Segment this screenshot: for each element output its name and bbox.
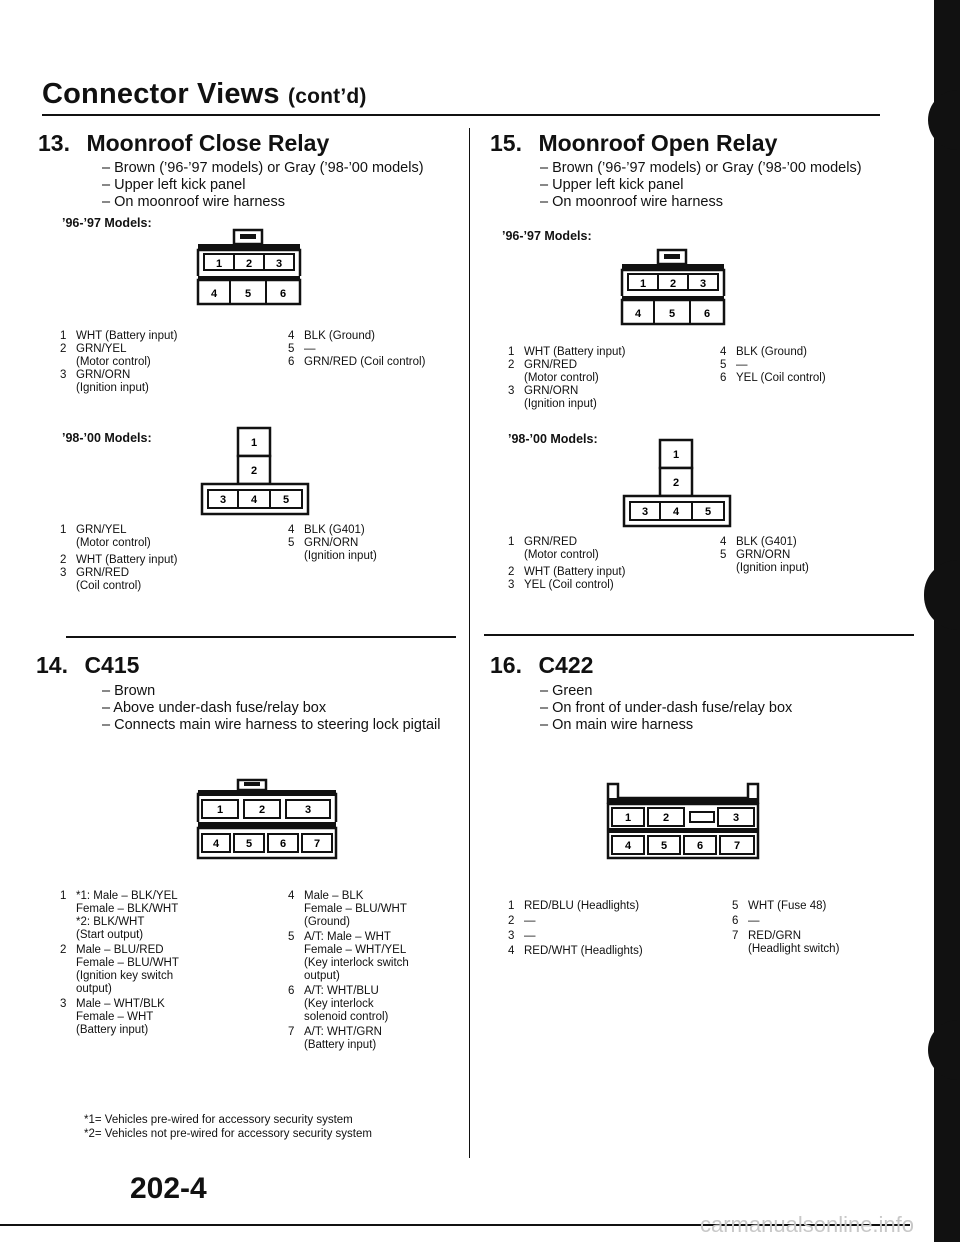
section-title: Moonroof Close Relay [86,130,330,156]
pin-entry: 3 GRN/ORN (Ignition input) [60,369,149,394]
bullet: – Brown (’96-’97 models) or Gray (’98-’00 models) [102,160,424,177]
section-rule [66,636,456,638]
pin-entry: 3 YEL (Coil control) [508,579,614,591]
connector-diagram-15a [618,248,728,328]
pin-list [720,346,900,385]
section-number: 15. [490,130,522,156]
footnote: *1= Vehicles pre-wired for accessory security system [84,1114,353,1126]
pin-entry: 2 GRN/YEL (Motor control) [60,343,151,368]
models-label: ’98-’00 Models: [508,432,598,446]
pin-label: 5 [660,840,668,852]
pin-list [732,900,902,956]
pin-label: 4 [634,308,642,320]
pin-entry: 1 GRN/RED (Motor control) [508,536,599,561]
pin-entry: 1 WHT (Battery input) [60,330,178,342]
section-title: Moonroof Open Relay [538,130,778,156]
pin-entry: 1 WHT (Battery input) [508,346,626,358]
pin-entry: 4 BLK (Ground) [720,346,807,358]
section-number: 14. [36,652,68,678]
pin-label: 4 [250,494,258,506]
section-number: 13. [38,130,70,156]
pin-label: 6 [279,838,287,850]
bullet: – Upper left kick panel [540,177,862,194]
pin-entry: 3 GRN/ORN (Ignition input) [508,385,597,410]
pin-label: 2 [250,465,258,477]
pin-label: 1 [639,278,647,290]
pin-label: 5 [704,506,712,518]
pin-entry: 5 GRN/ORN (Ignition input) [288,537,377,562]
pin-label: 5 [282,494,290,506]
pin-label: 5 [245,838,253,850]
section-13-bullets [102,160,424,211]
pin-entry: 4 BLK (Ground) [288,330,375,342]
pin-label: 7 [733,840,741,852]
pin-entry: 3 — [508,930,536,942]
pin-list [288,524,468,563]
pin-list [720,536,900,575]
bullet: – Brown (’96-’97 models) or Gray (’98-’00 models) [540,160,862,177]
page-number: 202-4 [130,1172,207,1205]
pin-list [60,524,260,593]
pin-list [508,346,708,411]
pin-label: 2 [672,477,680,489]
pin-entry: 5 — [288,343,316,355]
footer-site-link[interactable]: carmanualsonline.info [700,1212,915,1237]
pin-entry: 4 BLK (G401) [720,536,797,548]
connector-diagram-16 [604,782,762,862]
pin-label: 1 [624,812,632,824]
pin-list [60,330,260,395]
pin-label: 2 [245,258,253,270]
pin-label: 6 [703,308,711,320]
section-14-heading [36,652,139,679]
bullet: – Connects main wire harness to steering lock pigtail [102,717,441,734]
section-16-heading [490,652,593,679]
connector-diagram-13a [194,228,304,308]
pin-label: 4 [672,506,680,518]
pin-entry: 5 — [720,359,748,371]
pin-label: 4 [212,838,220,850]
models-label: ’96-’97 Models: [502,229,592,243]
connector-diagram-13b [200,426,310,518]
pin-entry: 7 RED/GRN (Headlight switch) [732,930,840,955]
pin-label: 3 [699,278,707,290]
pin-label: 1 [250,437,258,449]
pin-entry: 4 RED/WHT (Headlights) [508,945,643,957]
page-edge-marks [924,0,960,1242]
pin-label: 3 [219,494,227,506]
pin-entry: 4 Male – BLK Female – BLU/WHT (Ground) [288,890,407,928]
pin-label: 3 [275,258,283,270]
bullet: – On front of under-dash fuse/relay box [540,700,792,717]
section-title: C415 [84,652,140,678]
bullet: – On moonroof wire harness [540,194,862,211]
section-15-bullets [540,160,862,211]
pin-entry: 6 A/T: WHT/BLU (Key interlock solenoid control) [288,985,389,1023]
pin-entry: 6 YEL (Coil control) [720,372,826,384]
pin-list [288,330,468,369]
pin-list [288,890,468,1052]
bullet: – Brown [102,683,441,700]
section-14-bullets [102,683,441,734]
section-16-bullets [540,683,792,734]
pin-entry: 1 *1: Male – BLK/YEL Female – BLK/WHT *2: BLK/WHT (Start output) [60,890,179,941]
pin-list [60,890,270,1037]
section-number: 16. [490,652,522,678]
page-title [42,78,367,111]
pin-list [508,900,728,958]
bullet: – Green [540,683,792,700]
pin-label: 3 [732,812,740,824]
pin-label: 6 [279,288,287,300]
section-rule [484,634,914,636]
pin-list [508,536,708,592]
pin-label: 2 [662,812,670,824]
connector-diagram-15b [622,438,732,530]
pin-label: 1 [672,449,680,461]
pin-entry: 2 — [508,915,536,927]
models-label: ’98-’00 Models: [62,431,152,445]
pin-label: 5 [244,288,252,300]
bullet: – Above under-dash fuse/relay box [102,700,441,717]
pin-entry: 2 WHT (Battery input) [508,566,626,578]
pin-label: 2 [258,804,266,816]
pin-label: 4 [624,840,632,852]
pin-entry: 3 Male – WHT/BLK Female – WHT (Battery input) [60,998,165,1036]
title-text: Connector Views [42,78,280,110]
bullet: – Upper left kick panel [102,177,424,194]
pin-entry: 5 GRN/ORN (Ignition input) [720,549,809,574]
bullet: – On main wire harness [540,717,792,734]
bullet: – On moonroof wire harness [102,194,424,211]
pin-label: 3 [304,804,312,816]
pin-entry: 2 GRN/RED (Motor control) [508,359,599,384]
section-15-heading [490,130,777,157]
pin-label: 4 [210,288,218,300]
header-rule [42,114,880,116]
pin-entry: 6 GRN/RED (Coil control) [288,356,426,368]
pin-entry: 2 Male – BLU/RED Female – BLU/WHT (Ignition key switch output) [60,944,179,995]
pin-label: 6 [696,840,704,852]
pin-entry: 2 WHT (Battery input) [60,554,178,566]
pin-entry: 7 A/T: WHT/GRN (Battery input) [288,1026,382,1051]
pin-entry: 4 BLK (G401) [288,524,365,536]
pin-label: 5 [668,308,676,320]
pin-label: 2 [669,278,677,290]
title-cont: (cont’d) [288,85,367,108]
pin-entry: 5 A/T: Male – WHT Female – WHT/YEL (Key interlock switch output) [288,931,409,982]
pin-entry: 6 — [732,915,760,927]
pin-label: 3 [641,506,649,518]
footnote: *2= Vehicles not pre-wired for accessory security system [84,1128,372,1140]
pin-entry: 1 RED/BLU (Headlights) [508,900,640,912]
pin-entry: 3 GRN/RED (Coil control) [60,567,142,592]
pin-entry: 5 WHT (Fuse 48) [732,900,827,912]
section-13-heading [38,130,329,157]
models-label: ’96-’97 Models: [62,216,152,230]
connector-diagram-14 [194,776,340,862]
section-title: C422 [538,652,594,678]
pin-label: 1 [216,804,224,816]
pin-label: 1 [215,258,223,270]
pin-label: 7 [313,838,321,850]
pin-entry: 1 GRN/YEL (Motor control) [60,524,151,549]
column-divider [469,128,470,1158]
